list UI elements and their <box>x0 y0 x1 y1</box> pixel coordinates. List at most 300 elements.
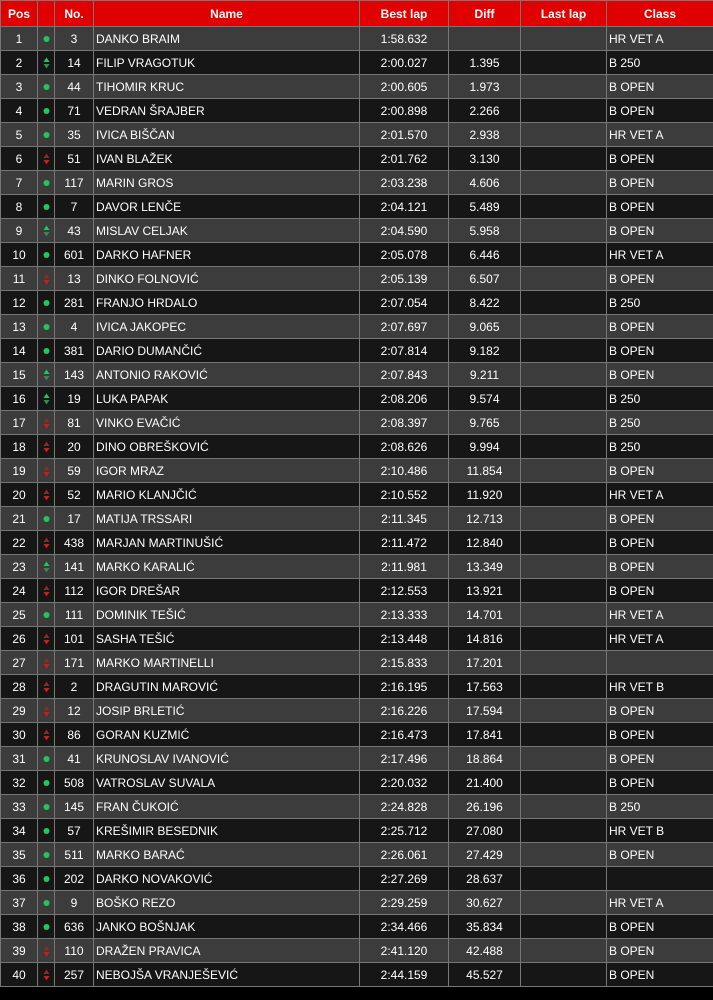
table-row[interactable] <box>1 171 713 195</box>
number-cell: 12 <box>55 699 94 723</box>
header-best-lap[interactable]: Best lap <box>360 1 449 27</box>
table-row[interactable] <box>1 387 713 411</box>
position-up-icon <box>42 57 51 69</box>
number-cell: 59 <box>55 459 94 483</box>
last-lap-cell <box>521 915 607 939</box>
table-row[interactable] <box>1 147 713 171</box>
best-lap-cell: 2:12.553 <box>360 579 449 603</box>
name-cell: MARKO MARTINELLI <box>94 651 360 675</box>
status-cell <box>38 123 55 147</box>
best-lap-cell: 2:11.981 <box>360 555 449 579</box>
pos-cell: 24 <box>1 579 38 603</box>
pos-cell: 25 <box>1 603 38 627</box>
table-row[interactable] <box>1 891 713 915</box>
name-cell: KRUNOSLAV IVANOVIĆ <box>94 747 360 771</box>
best-lap-cell: 2:10.552 <box>360 483 449 507</box>
pos-cell: 28 <box>1 675 38 699</box>
best-lap-cell: 2:07.054 <box>360 291 449 315</box>
diff-cell: 14.816 <box>449 627 521 651</box>
pos-cell: 39 <box>1 939 38 963</box>
status-cell <box>38 771 55 795</box>
class-cell: B OPEN <box>607 195 713 219</box>
pos-cell: 38 <box>1 915 38 939</box>
status-cell <box>38 363 55 387</box>
status-cell <box>38 435 55 459</box>
status-cell <box>38 819 55 843</box>
best-lap-cell: 2:08.206 <box>360 387 449 411</box>
name-cell: MARKO KARALIĆ <box>94 555 360 579</box>
position-down-icon <box>42 537 51 549</box>
pos-cell: 20 <box>1 483 38 507</box>
number-cell: 508 <box>55 771 94 795</box>
number-cell: 117 <box>55 171 94 195</box>
status-cell <box>38 723 55 747</box>
diff-cell: 35.834 <box>449 915 521 939</box>
position-same-icon <box>42 321 51 333</box>
class-cell: B OPEN <box>607 507 713 531</box>
best-lap-cell: 2:00.605 <box>360 75 449 99</box>
class-cell: HR VET A <box>607 243 713 267</box>
position-down-icon <box>42 489 51 501</box>
position-same-icon <box>42 81 51 93</box>
pos-cell: 5 <box>1 123 38 147</box>
best-lap-cell: 1:58.632 <box>360 27 449 51</box>
diff-cell: 9.211 <box>449 363 521 387</box>
class-cell: B OPEN <box>607 315 713 339</box>
position-same-icon <box>42 105 51 117</box>
class-cell: B OPEN <box>607 843 713 867</box>
position-same-icon <box>42 201 51 213</box>
table-row[interactable] <box>1 771 713 795</box>
diff-cell: 1.973 <box>449 75 521 99</box>
number-cell: 44 <box>55 75 94 99</box>
last-lap-cell <box>521 603 607 627</box>
number-cell: 51 <box>55 147 94 171</box>
status-cell <box>38 867 55 891</box>
class-cell: B OPEN <box>607 459 713 483</box>
diff-cell: 17.841 <box>449 723 521 747</box>
status-cell <box>38 627 55 651</box>
table-row[interactable] <box>1 243 713 267</box>
name-cell: IGOR DREŠAR <box>94 579 360 603</box>
diff-cell: 21.400 <box>449 771 521 795</box>
status-cell <box>38 651 55 675</box>
class-cell: HR VET A <box>607 603 713 627</box>
last-lap-cell <box>521 435 607 459</box>
diff-cell: 30.627 <box>449 891 521 915</box>
table-row[interactable] <box>1 819 713 843</box>
name-cell: IGOR MRAZ <box>94 459 360 483</box>
best-lap-cell: 2:00.898 <box>360 99 449 123</box>
number-cell: 112 <box>55 579 94 603</box>
position-up-icon <box>42 225 51 237</box>
header-last-lap[interactable]: Last lap <box>521 1 607 27</box>
number-cell: 19 <box>55 387 94 411</box>
name-cell: DOMINIK TEŠIĆ <box>94 603 360 627</box>
table-row[interactable] <box>1 51 713 75</box>
last-lap-cell <box>521 747 607 771</box>
header-pos[interactable]: Pos <box>1 1 38 27</box>
best-lap-cell: 2:25.712 <box>360 819 449 843</box>
status-cell <box>38 411 55 435</box>
table-row[interactable] <box>1 627 713 651</box>
diff-cell: 42.488 <box>449 939 521 963</box>
diff-cell: 9.065 <box>449 315 521 339</box>
diff-cell: 8.422 <box>449 291 521 315</box>
pos-cell: 13 <box>1 315 38 339</box>
number-cell: 257 <box>55 963 94 987</box>
last-lap-cell <box>521 291 607 315</box>
diff-cell: 13.349 <box>449 555 521 579</box>
pos-cell: 2 <box>1 51 38 75</box>
diff-cell: 12.840 <box>449 531 521 555</box>
last-lap-cell <box>521 75 607 99</box>
position-same-icon <box>42 753 51 765</box>
number-cell: 601 <box>55 243 94 267</box>
position-down-icon <box>42 153 51 165</box>
pos-cell: 19 <box>1 459 38 483</box>
last-lap-cell <box>521 531 607 555</box>
pos-cell: 23 <box>1 555 38 579</box>
name-cell: DARKO NOVAKOVIĆ <box>94 867 360 891</box>
last-lap-cell <box>521 363 607 387</box>
position-down-icon <box>42 585 51 597</box>
best-lap-cell: 2:07.843 <box>360 363 449 387</box>
last-lap-cell <box>521 483 607 507</box>
position-down-icon <box>42 441 51 453</box>
table-row[interactable] <box>1 435 713 459</box>
status-cell <box>38 891 55 915</box>
last-lap-cell <box>521 27 607 51</box>
position-down-icon <box>42 465 51 477</box>
position-same-icon <box>42 297 51 309</box>
position-same-icon <box>42 513 51 525</box>
class-cell: HR VET A <box>607 891 713 915</box>
best-lap-cell: 2:01.570 <box>360 123 449 147</box>
name-cell: SASHA TEŠIĆ <box>94 627 360 651</box>
status-cell <box>38 219 55 243</box>
diff-cell: 4.606 <box>449 171 521 195</box>
class-cell: B OPEN <box>607 771 713 795</box>
position-down-icon <box>42 633 51 645</box>
last-lap-cell <box>521 315 607 339</box>
diff-cell: 9.574 <box>449 387 521 411</box>
last-lap-cell <box>521 795 607 819</box>
last-lap-cell <box>521 99 607 123</box>
last-lap-cell <box>521 699 607 723</box>
table-row[interactable] <box>1 699 713 723</box>
table-row[interactable] <box>1 291 713 315</box>
last-lap-cell <box>521 339 607 363</box>
pos-cell: 15 <box>1 363 38 387</box>
number-cell: 2 <box>55 675 94 699</box>
pos-cell: 27 <box>1 651 38 675</box>
status-cell <box>38 675 55 699</box>
best-lap-cell: 2:29.259 <box>360 891 449 915</box>
class-cell: B OPEN <box>607 339 713 363</box>
table-row[interactable] <box>1 483 713 507</box>
class-cell: B OPEN <box>607 99 713 123</box>
best-lap-cell: 2:13.448 <box>360 627 449 651</box>
table-row[interactable] <box>1 219 713 243</box>
class-cell: B OPEN <box>607 579 713 603</box>
class-cell: B 250 <box>607 411 713 435</box>
pos-cell: 40 <box>1 963 38 987</box>
position-down-icon <box>42 705 51 717</box>
number-cell: 81 <box>55 411 94 435</box>
name-cell: DRAGUTIN MAROVIĆ <box>94 675 360 699</box>
diff-cell: 11.854 <box>449 459 521 483</box>
last-lap-cell <box>521 723 607 747</box>
name-cell: FRAN ČUKOIĆ <box>94 795 360 819</box>
table-row[interactable] <box>1 507 713 531</box>
position-down-icon <box>42 945 51 957</box>
pos-cell: 30 <box>1 723 38 747</box>
pos-cell: 18 <box>1 435 38 459</box>
class-cell: B OPEN <box>607 555 713 579</box>
diff-cell: 5.489 <box>449 195 521 219</box>
best-lap-cell: 2:04.590 <box>360 219 449 243</box>
pos-cell: 37 <box>1 891 38 915</box>
pos-cell: 6 <box>1 147 38 171</box>
number-cell: 57 <box>55 819 94 843</box>
best-lap-cell: 2:24.828 <box>360 795 449 819</box>
pos-cell: 29 <box>1 699 38 723</box>
diff-cell: 27.429 <box>449 843 521 867</box>
number-cell: 4 <box>55 315 94 339</box>
last-lap-cell <box>521 171 607 195</box>
best-lap-cell: 2:05.078 <box>360 243 449 267</box>
diff-cell: 45.527 <box>449 963 521 987</box>
name-cell: DINO OBREŠKOVIĆ <box>94 435 360 459</box>
status-cell <box>38 507 55 531</box>
name-cell: MARIO KLANJČIĆ <box>94 483 360 507</box>
last-lap-cell <box>521 939 607 963</box>
name-cell: JOSIP BRLETIĆ <box>94 699 360 723</box>
class-cell: B 250 <box>607 795 713 819</box>
class-cell: B OPEN <box>607 747 713 771</box>
last-lap-cell <box>521 267 607 291</box>
best-lap-cell: 2:08.626 <box>360 435 449 459</box>
status-cell <box>38 699 55 723</box>
last-lap-cell <box>521 411 607 435</box>
header-class[interactable]: Class <box>607 1 713 27</box>
position-down-icon <box>42 273 51 285</box>
diff-cell: 5.958 <box>449 219 521 243</box>
pos-cell: 10 <box>1 243 38 267</box>
last-lap-cell <box>521 459 607 483</box>
last-lap-cell <box>521 195 607 219</box>
diff-cell: 2.938 <box>449 123 521 147</box>
best-lap-cell: 2:16.226 <box>360 699 449 723</box>
status-cell <box>38 915 55 939</box>
class-cell: B OPEN <box>607 915 713 939</box>
header-row <box>1 1 713 27</box>
class-cell: HR VET A <box>607 123 713 147</box>
number-cell: 9 <box>55 891 94 915</box>
name-cell: IVICA BIŠČAN <box>94 123 360 147</box>
best-lap-cell: 2:07.814 <box>360 339 449 363</box>
table-row[interactable] <box>1 723 713 747</box>
status-cell <box>38 939 55 963</box>
table-row[interactable] <box>1 363 713 387</box>
table-row[interactable] <box>1 579 713 603</box>
diff-cell: 9.182 <box>449 339 521 363</box>
name-cell: VEDRAN ŠRAJBER <box>94 99 360 123</box>
table-row[interactable] <box>1 27 713 51</box>
table-row[interactable] <box>1 75 713 99</box>
class-cell: HR VET A <box>607 627 713 651</box>
name-cell: BOŠKO REZO <box>94 891 360 915</box>
pos-cell: 17 <box>1 411 38 435</box>
name-cell: TIHOMIR KRUC <box>94 75 360 99</box>
name-cell: DINKO FOLNOVIĆ <box>94 267 360 291</box>
table-row[interactable] <box>1 915 713 939</box>
status-cell <box>38 531 55 555</box>
position-same-icon <box>42 873 51 885</box>
name-cell: IVAN BLAŽEK <box>94 147 360 171</box>
number-cell: 71 <box>55 99 94 123</box>
pos-cell: 3 <box>1 75 38 99</box>
position-same-icon <box>42 849 51 861</box>
position-same-icon <box>42 897 51 909</box>
table-row[interactable] <box>1 267 713 291</box>
diff-cell: 6.446 <box>449 243 521 267</box>
name-cell: MARKO BARAĆ <box>94 843 360 867</box>
number-cell: 52 <box>55 483 94 507</box>
position-same-icon <box>42 129 51 141</box>
position-down-icon <box>42 681 51 693</box>
pos-cell: 26 <box>1 627 38 651</box>
number-cell: 145 <box>55 795 94 819</box>
best-lap-cell: 2:05.139 <box>360 267 449 291</box>
table-row[interactable] <box>1 531 713 555</box>
diff-cell: 2.266 <box>449 99 521 123</box>
number-cell: 202 <box>55 867 94 891</box>
pos-cell: 12 <box>1 291 38 315</box>
status-cell <box>38 171 55 195</box>
header-name[interactable]: Name <box>94 1 360 27</box>
status-cell <box>38 483 55 507</box>
class-cell: HR VET A <box>607 483 713 507</box>
class-cell: B OPEN <box>607 939 713 963</box>
table-row[interactable] <box>1 459 713 483</box>
status-cell <box>38 99 55 123</box>
number-cell: 101 <box>55 627 94 651</box>
best-lap-cell: 2:34.466 <box>360 915 449 939</box>
status-cell <box>38 291 55 315</box>
class-cell: B OPEN <box>607 219 713 243</box>
table-row[interactable] <box>1 555 713 579</box>
table-row[interactable] <box>1 843 713 867</box>
last-lap-cell <box>521 51 607 75</box>
class-cell: B OPEN <box>607 171 713 195</box>
name-cell: ANTONIO RAKOVIĆ <box>94 363 360 387</box>
status-cell <box>38 747 55 771</box>
last-lap-cell <box>521 771 607 795</box>
pos-cell: 8 <box>1 195 38 219</box>
table-row[interactable] <box>1 99 713 123</box>
best-lap-cell: 2:13.333 <box>360 603 449 627</box>
table-row[interactable] <box>1 747 713 771</box>
position-same-icon <box>42 801 51 813</box>
name-cell: DARKO HAFNER <box>94 243 360 267</box>
best-lap-cell: 2:27.269 <box>360 867 449 891</box>
number-cell: 111 <box>55 603 94 627</box>
name-cell: FRANJO HRDALO <box>94 291 360 315</box>
number-cell: 636 <box>55 915 94 939</box>
best-lap-cell: 2:10.486 <box>360 459 449 483</box>
table-row[interactable] <box>1 939 713 963</box>
class-cell: B 250 <box>607 51 713 75</box>
number-cell: 86 <box>55 723 94 747</box>
status-cell <box>38 243 55 267</box>
best-lap-cell: 2:08.397 <box>360 411 449 435</box>
diff-cell: 11.920 <box>449 483 521 507</box>
best-lap-cell: 2:16.195 <box>360 675 449 699</box>
status-cell <box>38 195 55 219</box>
table-row[interactable] <box>1 795 713 819</box>
table-row[interactable] <box>1 651 713 675</box>
table-row[interactable] <box>1 411 713 435</box>
class-cell: HR VET B <box>607 675 713 699</box>
position-same-icon <box>42 33 51 45</box>
status-cell <box>38 267 55 291</box>
status-cell <box>38 339 55 363</box>
table-row[interactable] <box>1 123 713 147</box>
name-cell: VATROSLAV SUVALA <box>94 771 360 795</box>
table-row[interactable] <box>1 315 713 339</box>
table-row[interactable] <box>1 195 713 219</box>
table-row[interactable] <box>1 675 713 699</box>
class-cell <box>607 651 713 675</box>
name-cell: MARJAN MARTINUŠIĆ <box>94 531 360 555</box>
table-row[interactable] <box>1 867 713 891</box>
number-cell: 20 <box>55 435 94 459</box>
name-cell: DANKO BRAIM <box>94 27 360 51</box>
header-no[interactable]: No. <box>55 1 94 27</box>
class-cell: B OPEN <box>607 699 713 723</box>
pos-cell: 33 <box>1 795 38 819</box>
header-diff[interactable]: Diff <box>449 1 521 27</box>
table-row[interactable] <box>1 603 713 627</box>
class-cell: B OPEN <box>607 147 713 171</box>
number-cell: 43 <box>55 219 94 243</box>
position-up-icon <box>42 369 51 381</box>
diff-cell: 13.921 <box>449 579 521 603</box>
position-down-icon <box>42 729 51 741</box>
class-cell: B OPEN <box>607 267 713 291</box>
best-lap-cell: 2:11.472 <box>360 531 449 555</box>
best-lap-cell: 2:03.238 <box>360 171 449 195</box>
position-same-icon <box>42 921 51 933</box>
status-cell <box>38 387 55 411</box>
table-row[interactable] <box>1 339 713 363</box>
best-lap-cell: 2:04.121 <box>360 195 449 219</box>
table-row[interactable] <box>1 963 713 987</box>
pos-cell: 31 <box>1 747 38 771</box>
class-cell: HR VET B <box>607 819 713 843</box>
status-cell <box>38 795 55 819</box>
pos-cell: 34 <box>1 819 38 843</box>
status-cell <box>38 459 55 483</box>
name-cell: JANKO BOŠNJAK <box>94 915 360 939</box>
name-cell: MATIJA TRSSARI <box>94 507 360 531</box>
class-cell <box>607 867 713 891</box>
number-cell: 143 <box>55 363 94 387</box>
number-cell: 7 <box>55 195 94 219</box>
class-cell: B 250 <box>607 435 713 459</box>
